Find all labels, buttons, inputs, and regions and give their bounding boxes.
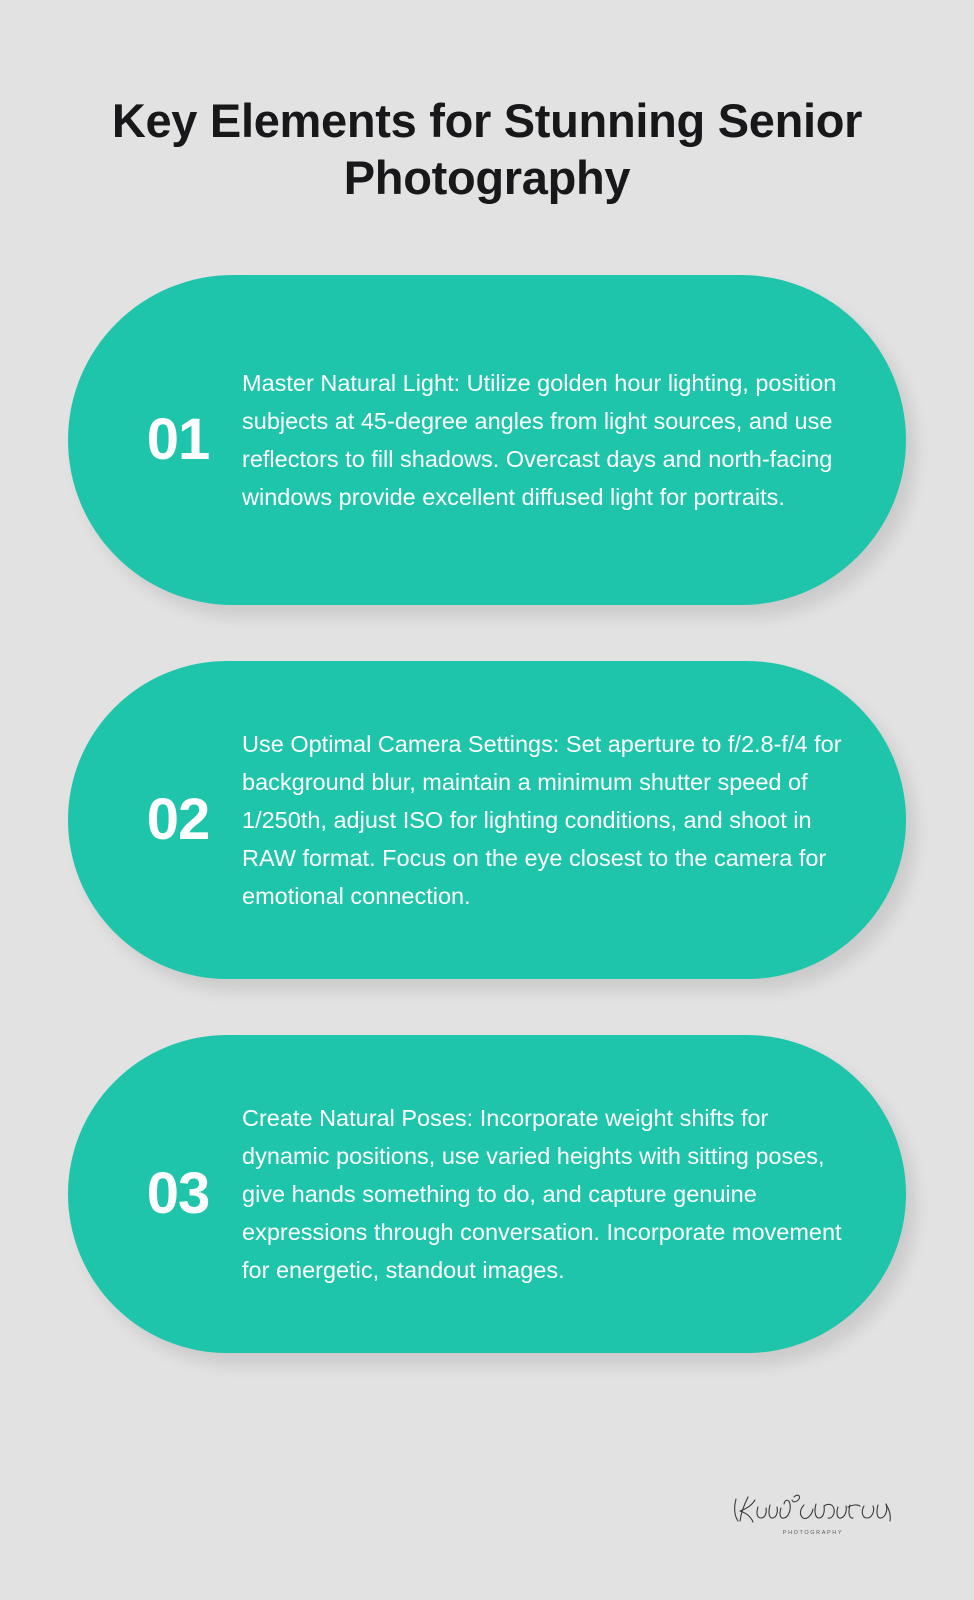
card-text: Create Natural Poses: Incorporate weight shifts for dynamic positions, use varied heights with sitting poses, give hands something to do, and capture genuine expressions through conversation. Incorporate movement for energetic, standout images. bbox=[242, 1104, 842, 1283]
card-number: 03 bbox=[146, 1160, 210, 1226]
card-text: Use Optimal Camera Settings: Set aperture to f/2.8-f/4 for background blur, maintain a minimum shutter speed of 1/250th, adjust ISO for lighting conditions, and shoot in RAW format. Focus on the eye closest to the camera for emotional connection. bbox=[242, 730, 842, 909]
signature-script-icon bbox=[728, 1491, 898, 1529]
cards-list bbox=[0, 275, 974, 1353]
card-text: Master Natural Light: Utilize golden hour lighting, position subjects at 45-degree angles from light sources, and use reflectors to fill shadows. Overcast days and north-facing windows provide excellent diffused light for portraits. bbox=[242, 369, 837, 510]
signature-subtitle: PHOTOGRAPHY bbox=[782, 1529, 844, 1536]
list-item bbox=[68, 661, 906, 979]
page-title: Key Elements for Stunning Senior Photography bbox=[111, 94, 863, 205]
card-number: 01 bbox=[146, 406, 210, 472]
list-item bbox=[68, 275, 906, 605]
card-number: 02 bbox=[146, 786, 210, 852]
signature-logo bbox=[718, 1484, 908, 1542]
list-item bbox=[68, 1035, 906, 1353]
